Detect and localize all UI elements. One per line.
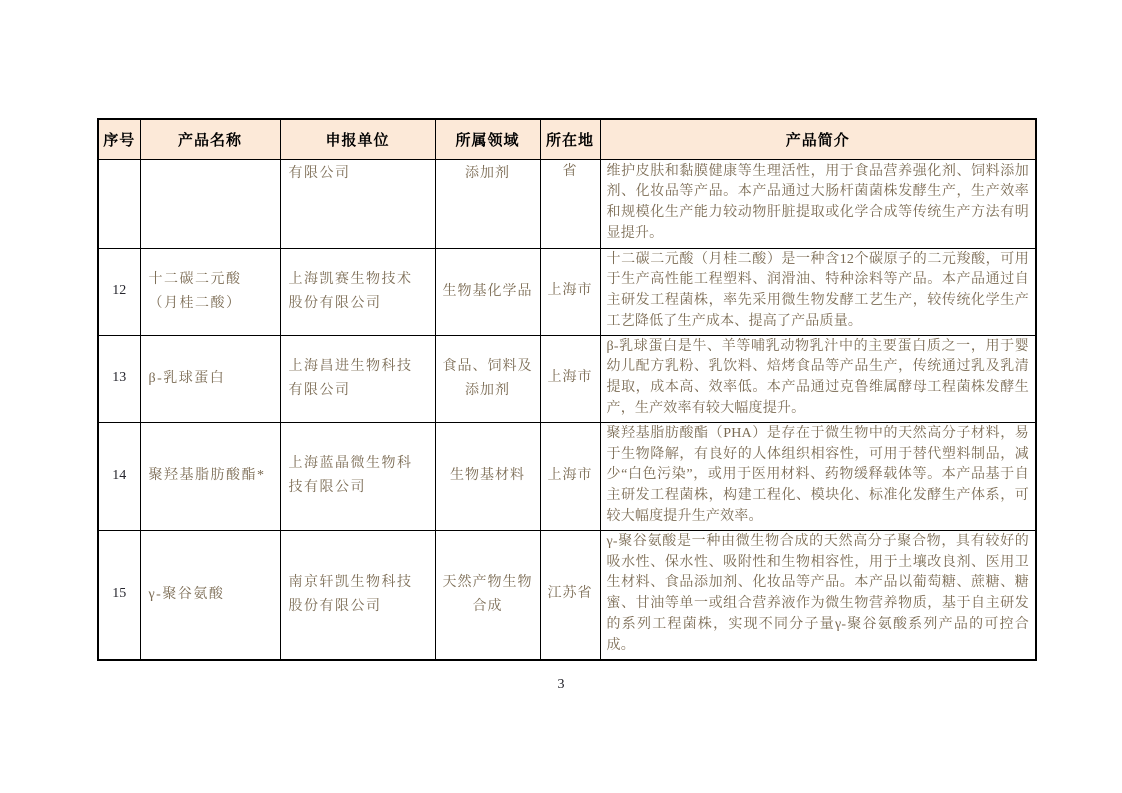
cell-field: 生物基材料 bbox=[435, 422, 540, 530]
page-number: 3 bbox=[557, 677, 565, 692]
table-row bbox=[98, 422, 1036, 530]
header-cell-name: 产品名称 bbox=[140, 119, 280, 159]
cell-field: 添加剂 bbox=[435, 159, 540, 248]
cell-intro: 聚羟基脂肪酸酯（PHA）是存在于微生物中的天然高分子材料，易于生物降解，有良好的人体组织相容性，可用于替代塑料制品，减少“白色污染”，或用于医用材料、药物缓释载体等。本产品基于自主研发工程菌株，构建工程化、模块化、标准化发酵生产体系，可较大幅度提升生产效率。 bbox=[600, 422, 1036, 530]
cell-intro: 维护皮肤和黏膜健康等生理活性，用于食品营养强化剂、饲料添加剂、化妆品等产品。本产品通过大肠杆菌菌株发酵生产，生产效率和规模化生产能力较动物肝脏提取或化学合成等传统生产方法有明显提升。 bbox=[600, 159, 1036, 248]
cell-name bbox=[140, 159, 280, 248]
cell-intro: β-乳球蛋白是牛、羊等哺乳动物乳汁中的主要蛋白质之一，用于婴幼儿配方乳粉、乳饮料、焙烤食品等产品生产，传统通过乳及乳清提取，成本高、效率低。本产品通过克鲁维属酵母工程菌株发酵生产，生产效率有较大幅度提升。 bbox=[600, 335, 1036, 422]
table-row bbox=[98, 530, 1036, 659]
cell-location: 上海市 bbox=[540, 422, 600, 530]
table-row-continuation bbox=[98, 159, 1036, 248]
cell-unit: 上海蓝晶微生物科技有限公司 bbox=[280, 422, 435, 530]
header-cell-index: 序号 bbox=[98, 119, 140, 159]
header-cell-unit: 申报单位 bbox=[280, 119, 435, 159]
cell-index bbox=[98, 159, 140, 248]
cell-unit: 有限公司 bbox=[280, 159, 435, 248]
cell-unit: 上海昌进生物科技有限公司 bbox=[280, 335, 435, 422]
cell-unit: 南京轩凯生物科技股份有限公司 bbox=[280, 530, 435, 659]
cell-index: 14 bbox=[98, 422, 140, 530]
cell-name: γ-聚谷氨酸 bbox=[140, 530, 280, 659]
cell-index: 12 bbox=[98, 248, 140, 335]
header-cell-intro: 产品简介 bbox=[600, 119, 1036, 159]
cell-intro: 十二碳二元酸（月桂二酸）是一种含12个碳原子的二元羧酸，可用于生产高性能工程塑料、润滑油、特种涂料等产品。本产品通过自主研发工程菌株，率先采用微生物发酵工艺生产，较传统化学生产工艺降低了生产成本、提高了产品质量。 bbox=[600, 248, 1036, 335]
cell-name: β-乳球蛋白 bbox=[140, 335, 280, 422]
cell-index: 13 bbox=[98, 335, 140, 422]
cell-location: 上海市 bbox=[540, 248, 600, 335]
header-cell-location: 所在地 bbox=[540, 119, 600, 159]
cell-intro: γ-聚谷氨酸是一种由微生物合成的天然高分子聚合物，具有较好的吸水性、保水性、吸附性和生物相容性，用于土壤改良剂、医用卫生材料、食品添加剂、化妆品等产品。本产品以葡萄糖、蔗糖、糖蜜、甘油等单一或组合营养液作为微生物营养物质，基于自主研发的系列工程菌株，实现不同分子量γ-聚谷氨酸系列产品的可控合成。 bbox=[600, 530, 1036, 659]
cell-location: 省 bbox=[540, 159, 600, 248]
cell-location: 上海市 bbox=[540, 335, 600, 422]
table-row bbox=[98, 335, 1036, 422]
table-row bbox=[98, 248, 1036, 335]
cell-location: 江苏省 bbox=[540, 530, 600, 659]
cell-field: 食品、饲料及添加剂 bbox=[435, 335, 540, 422]
cell-name: 十二碳二元酸（月桂二酸） bbox=[140, 248, 280, 335]
cell-index: 15 bbox=[98, 530, 140, 659]
cell-field: 天然产物生物合成 bbox=[435, 530, 540, 659]
cell-unit: 上海凯赛生物技术股份有限公司 bbox=[280, 248, 435, 335]
cell-field: 生物基化学品 bbox=[435, 248, 540, 335]
cell-name: 聚羟基脂肪酸酯* bbox=[140, 422, 280, 530]
product-table bbox=[97, 118, 1037, 661]
header-cell-field: 所属领域 bbox=[435, 119, 540, 159]
header-row bbox=[98, 119, 1036, 159]
